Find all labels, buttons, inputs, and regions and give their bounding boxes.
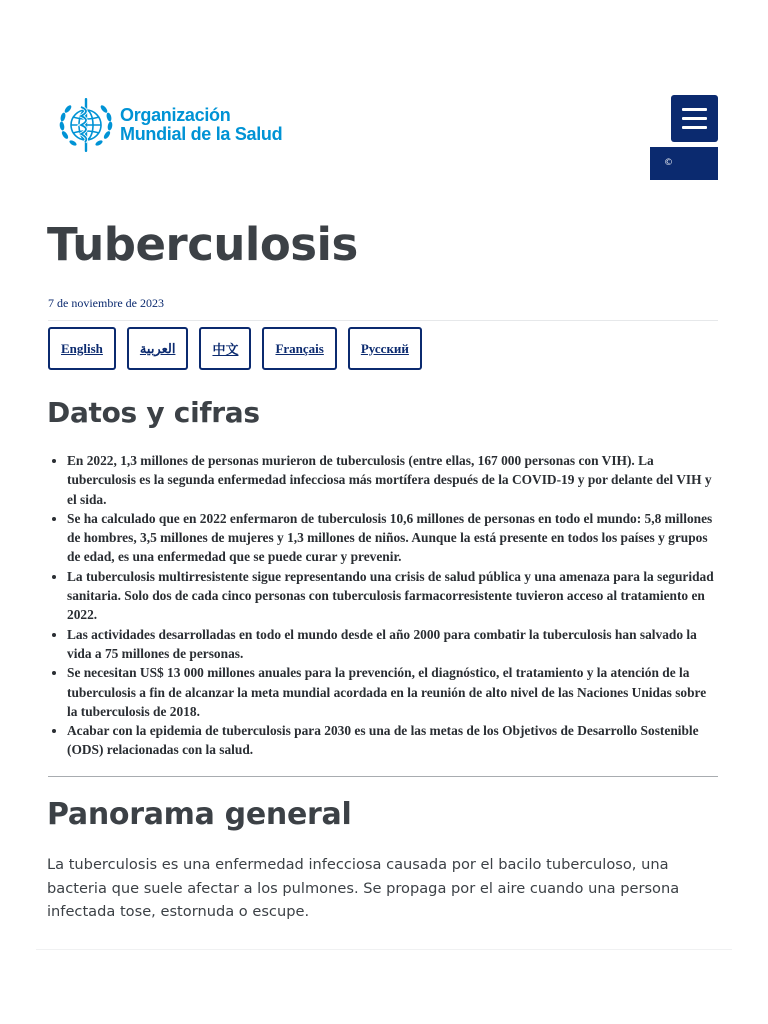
overview-paragraph: La tuberculosis es una enfermedad infecciosa causada por el bacilo tuberculoso, una bacteria que suele afectar a los pulmones. Se propaga por el aire cuando una persona infectada tose, estornuda o escupe.	[47, 856, 680, 920]
who-emblem-icon	[56, 95, 116, 155]
menu-button[interactable]	[671, 95, 718, 142]
footer-divider	[36, 949, 732, 950]
image-copyright-badge	[650, 147, 718, 180]
list-item: • En 2022, 1,3 millones de personas murieron de tuberculosis (entre ellas, 167 000 personas con VIH). La tuberculosis es la segunda enfermedad infecciosa más mortífera después de la COVID-19 y por delante del VIH y el sida.	[67, 451, 716, 509]
language-button-french[interactable]: Français	[262, 327, 336, 370]
divider	[48, 320, 718, 321]
publication-date: 7 de noviembre de 2023	[48, 296, 164, 310]
copyright-symbol: ©	[664, 158, 673, 168]
list-item: • Acabar con la epidemia de tuberculosis para 2030 es una de las metas de los Objetivos de Desarrollo Sostenible (ODS) relacionadas con la salud.	[67, 721, 716, 760]
list-item: • Las actividades desarrolladas en todo el mundo desde el año 2000 para combatir la tuberculosis han salvado la vida a 75 millones de personas.	[67, 625, 716, 664]
language-button-english[interactable]: English	[48, 327, 116, 370]
logo-line-1: Organización	[120, 105, 231, 125]
list-item: • Se ha calculado que en 2022 enfermaron de tuberculosis 10,6 millones de personas en todo el mundo: 5,8 millones de hombres, 3,5 millones de mujeres y 1,3 millones de niños. Aunque la está presente en todos los países y grupos de edad, es una enfermedad que se puede curar y prevenir.	[67, 509, 716, 567]
section-divider	[48, 776, 718, 777]
language-button-arabic[interactable]: العربية	[127, 327, 189, 370]
facts-heading: Datos y cifras	[47, 396, 260, 429]
logo-text	[120, 106, 282, 144]
logo-line-2: Mundial de la Salud	[120, 124, 283, 144]
page-title: Tuberculosis	[47, 218, 358, 271]
overview-heading: Panorama general	[47, 797, 352, 832]
language-button-chinese[interactable]: 中文	[199, 327, 251, 370]
facts-list	[48, 451, 716, 760]
language-selector	[48, 327, 433, 370]
list-item: • La tuberculosis multirresistente sigue representando una crisis de salud pública y una amenaza para la seguridad sanitaria. Solo dos de cada cinco personas con tuberculosis farmacorresistente tuvieron acceso al tratamiento en 2022.	[67, 567, 716, 625]
language-button-russian[interactable]: Русский	[348, 327, 422, 370]
who-logo[interactable]	[56, 95, 282, 155]
site-header	[0, 0, 768, 190]
list-item: • Se necesitan US$ 13 000 millones anuales para la prevención, el diagnóstico, el tratamiento y la atención de la tuberculosis a fin de alcanzar la meta mundial acordada en la reunión de alto nivel de las Naciones Unidas sobre la tuberculosis de 2018.	[67, 663, 716, 721]
